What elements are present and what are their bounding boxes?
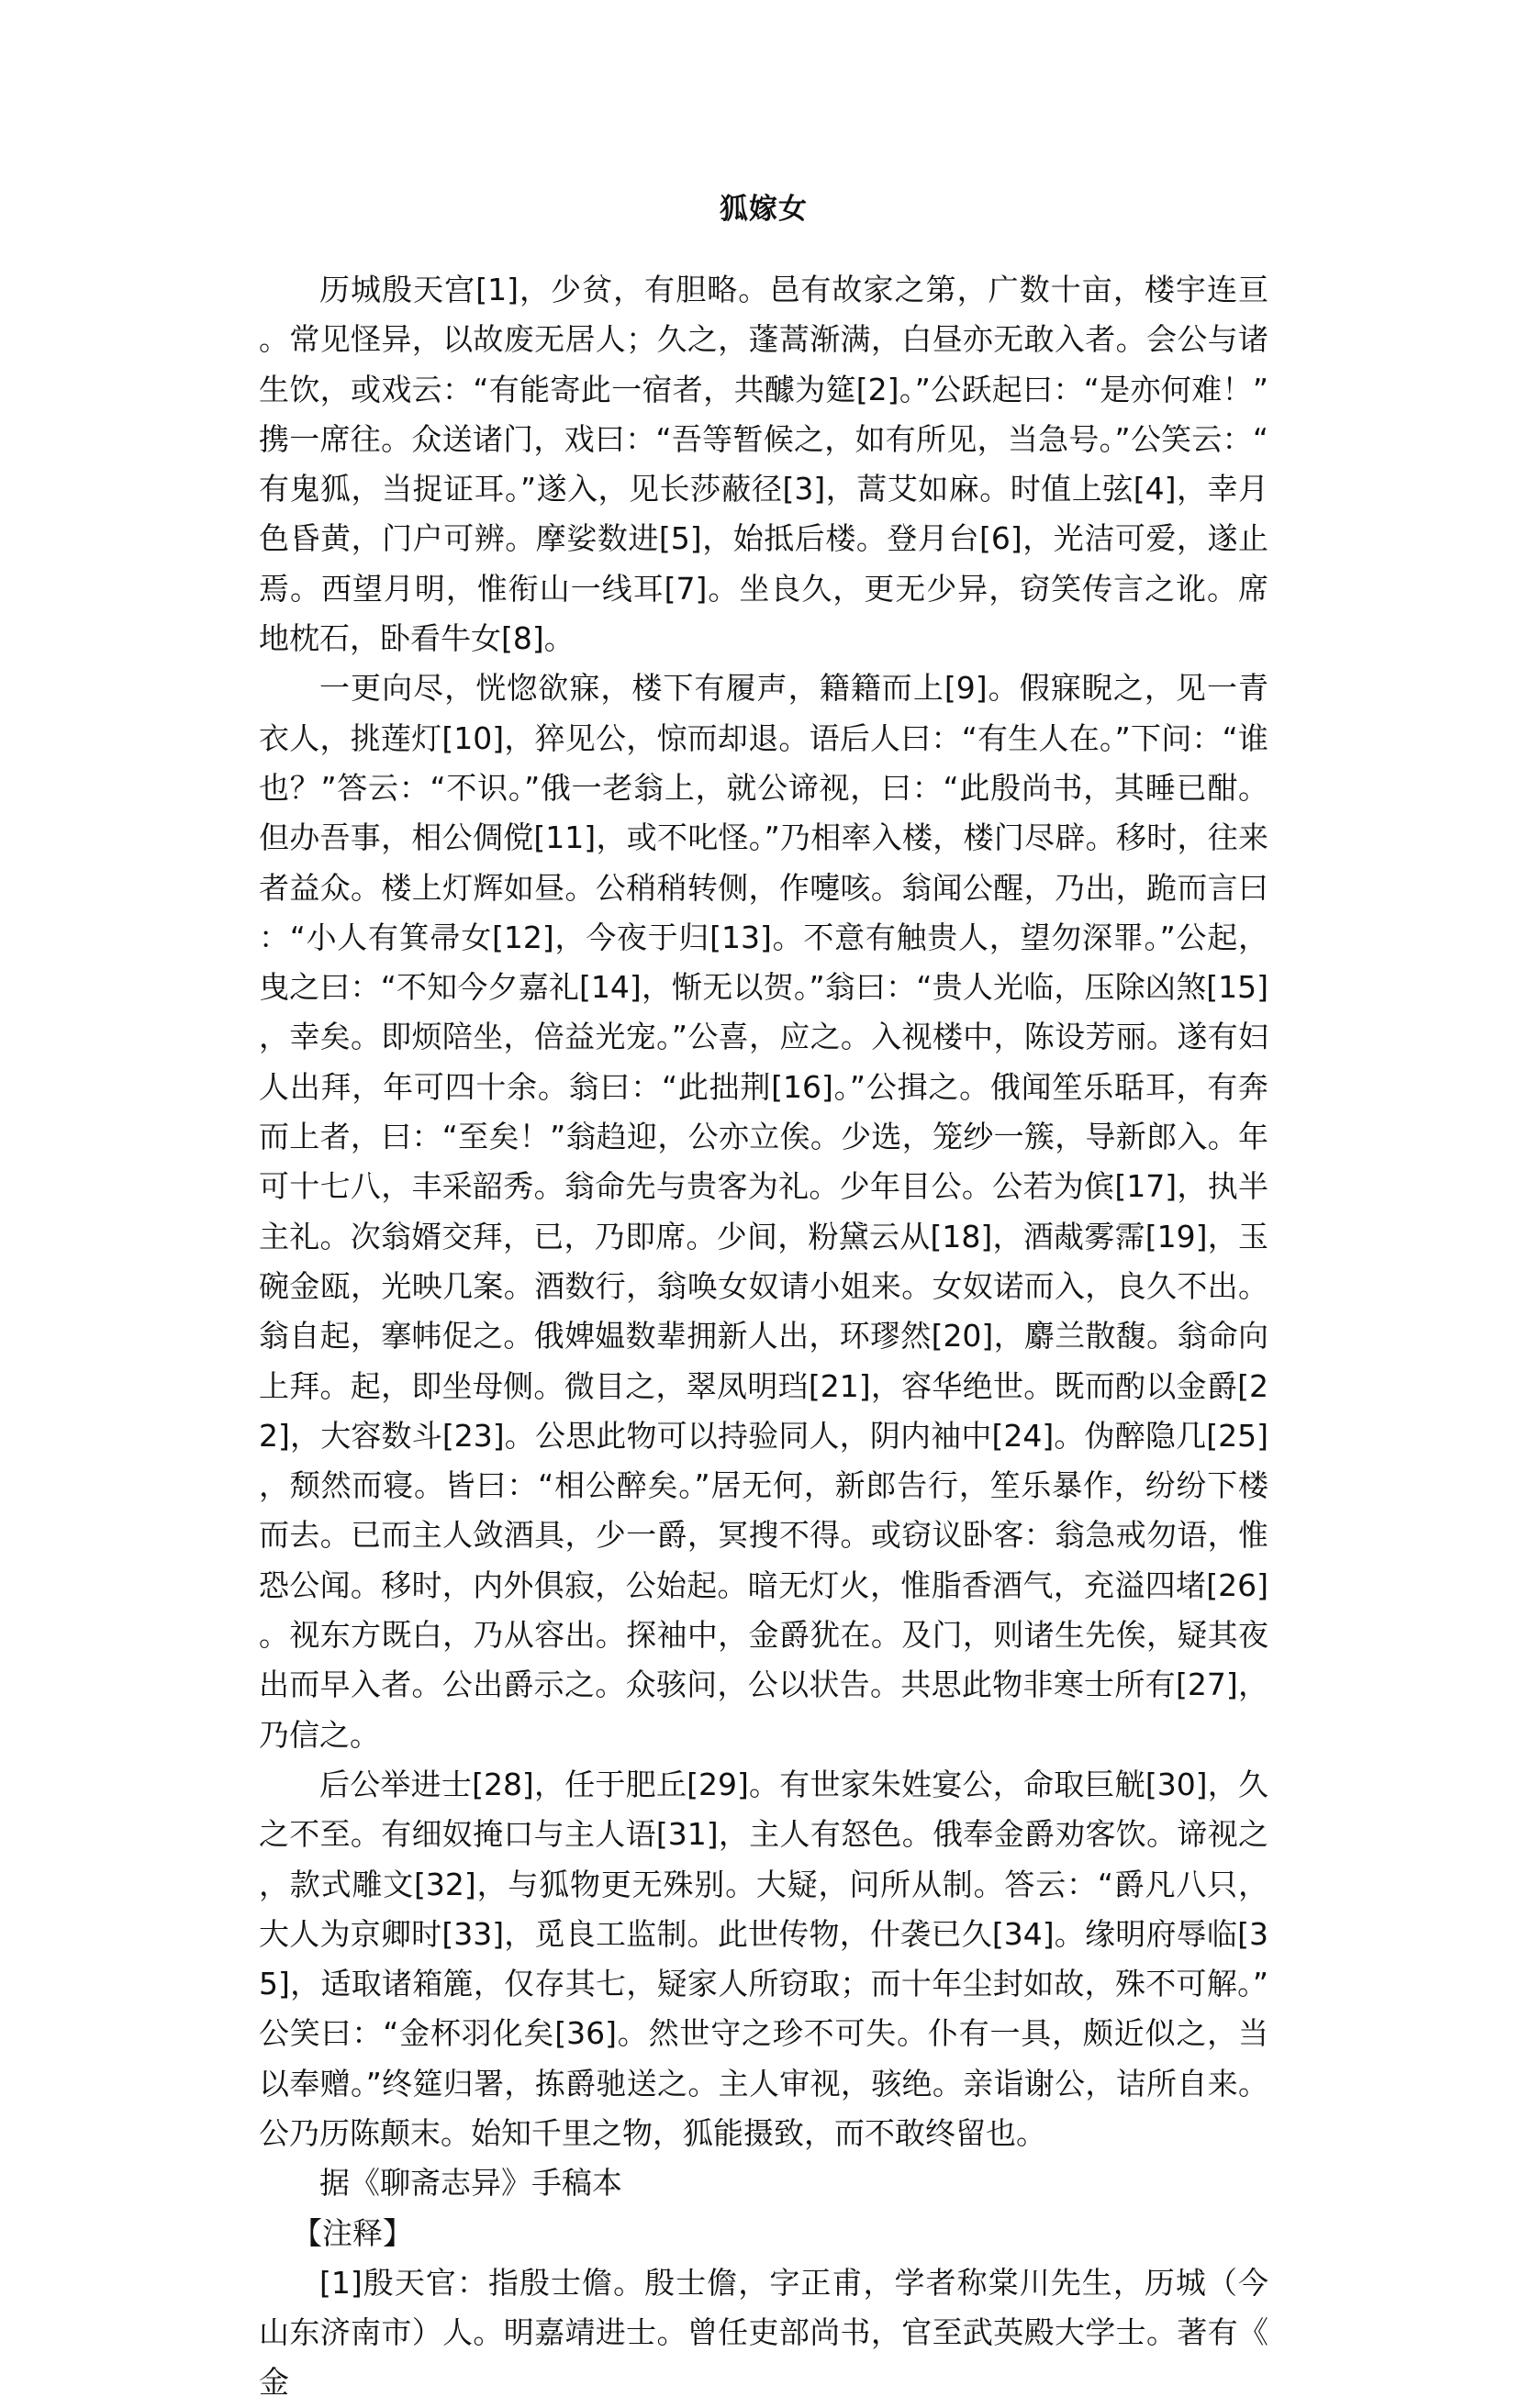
- document-title: 狐嫁女: [720, 193, 808, 226]
- document-body: [259, 265, 1268, 2408]
- note-1: [1]殷天官：指殷士儋。殷士儋，字正甫，学者称棠川先生，历城（今山东济南市）人。明嘉靖进士。曾任吏部尚书，官至武英殿大学士。著有《金: [259, 2264, 1268, 2401]
- paragraph-2: 一更向尽，恍惚欲寐，楼下有履声，籍籍而上[9]。假寐睨之，见一青衣人，挑莲灯[10]，猝见公，惊而却退。语后人曰：“有生人在。”下问：“谁也？”答云：“不识。”俄一老翁上，就公谛视，曰：“此殷尚书，其睡已酣。但办吾事，相公倜傥[11]，或不叱怪。”乃相率入楼，楼门尽辟。移时，往来者益众。楼上灯辉如昼。公稍稍转侧，作嚏咳。翁闻公醒，乃出，跪而言曰：“小人有箕帚女[12]，今夜于归[13]。不意有触贵人，望勿深罪。”公起，曳之曰：“不知今夕嘉礼[14]，惭无以贺。”翁曰：“贵人光临，压除凶煞[15]，幸矣。即烦陪坐，倍益光宠。”公喜，应之。入视楼中，陈设芳丽。遂有妇人出拜，年可四十余。翁曰：“此拙荆[16]。”公揖之。俄闻笙乐聒耳，有奔而上者，曰：“至矣！”翁趋迎，公亦立俟。少选，笼纱一簇，导新郎入。年可十七八，丰采韶秀。翁命先与贵客为礼。少年目公。公若为傧[17]，执半主礼。次翁婿交拜，已，乃即席。少间，粉黛云从[18]，酒胾雾霈[19]，玉碗金瓯，光映几案。酒数行，翁唤女奴请小姐来。女奴诺而入，良久不出。翁自起，搴帏促之。俄婢媪数辈拥新人出，环璆然[20]，麝兰散馥。翁命向上拜。起，即坐母侧。微目之，翠凤明珰[21]，容华绝世。既而酌以金爵[22]，大容数斗[23]。公思此物可以持验同人，阴内袖中[24]。伪醉隐几[25]，颓然而寝。皆曰：“相公醉矣。”居无何，新郎告行，笙乐暴作，纷纷下楼而去。已而主人敛酒具，少一爵，冥搜不得。或窃议卧客：翁急戒勿语，惟恐公闻。移时，内外俱寂，公始起。暗无灯火，惟脂香酒气，充溢四堵[26]。视东方既白，乃从容出。探袖中，金爵犹在。及门，则诸生先俟，疑其夜出而早入者。公出爵示之。众骇问，公以状告。共思此物非寒士所有[27]，乃信之。: [259, 670, 1268, 1753]
- paragraph-3: 后公举进士[28]，任于肥丘[29]。有世家朱姓宴公，命取巨觥[30]，久之不至。有细奴掩口与主人语[31]，主人有怒色。俄奉金爵劝客饮。谛视之，款式雕文[32]，与狐物更无殊别。大疑，问所从制。答云：“爵凡八只，大人为京卿时[33]，觅良工监制。此世传物，什袭已久[34]。缘明府辱临[35]，适取诸箱簏，仅存其七，疑家人所窃取；而十年尘封如故，殊不可解。”公笑曰：“金杯羽化矣[36]。然世守之珍不可失。仆有一具，颇近似之，当以奉赠。”终筵归署，拣爵驰送之。主人审视，骇绝。亲诣谢公，诘所自来。公乃历陈颠末。始知千里之物，狐能摄致，而不敢终留也。: [259, 1766, 1268, 2151]
- source-line: 据《聊斋志异》手稿本: [319, 2165, 622, 2202]
- paragraph-1: 历城殷天宫[1]，少贫，有胆略。邑有故家之第，广数十亩，楼宇连亘。常见怪异，以故废无居人；久之，蓬蒿渐满，白昼亦无敢入者。会公与诸生饮，或戏云：“有能寄此一宿者，共醵为筵[2]。”公跃起曰：“是亦何难！”携一席往。众送诸门，戏曰：“吾等暂候之，如有所见，当急号。”公笑云：“有鬼狐，当捉证耳。”遂入，见长莎蔽径[3]，蒿艾如麻。时值上弦[4]，幸月色昏黄，门户可辨。摩娑数进[5]，始抵后楼。登月台[6]，光洁可爱，遂止焉。西望月明，惟衔山一线耳[7]。坐良久，更无少异，窃笑传言之讹。席地枕石，卧看牛女[8]。: [259, 272, 1268, 657]
- notes-heading: 【注释】: [292, 2214, 413, 2251]
